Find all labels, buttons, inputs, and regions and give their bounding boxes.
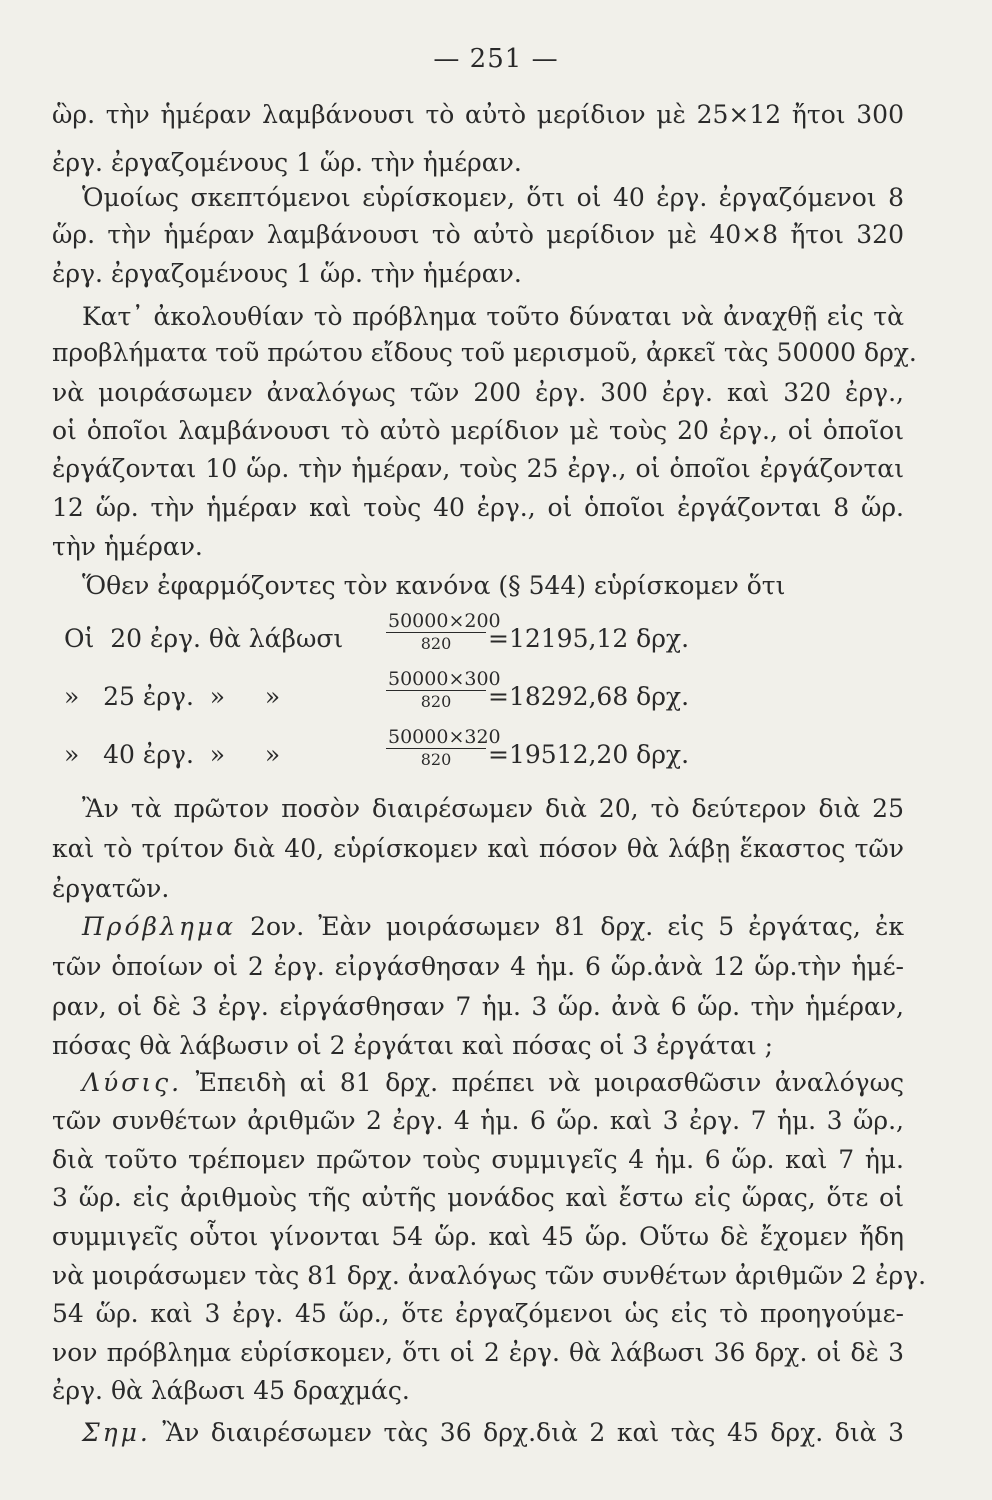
text-line: ραν, οἱ δὲ 3 ἐργ. εἰργάσθησαν 7 ἡμ. 3 ὥρ. ἀνὰ 6 ὥρ. τὴν ἡμέραν, <box>52 992 904 1021</box>
text-line: Ἂν τὰ πρῶτον ποσὸν διαιρέσωμεν διὰ 20, τὸ δεύτερον διὰ 25 <box>82 794 904 823</box>
solution-label: Λύσις. <box>82 1068 183 1097</box>
text-line: οἱ ὁποῖοι λαμβάνουσι τὸ αὐτὸ μερίδιον μὲ τοὺς 20 ἐργ., οἱ ὁποῖοι <box>52 416 904 445</box>
text-line: νον πρόβλημα εὑρίσκομεν, ὅτι οἱ 2 ἐργ. θὰ λάβωσι 36 δρχ. οἱ δὲ 3 <box>52 1338 904 1367</box>
problem-text: 2ον. Ἐὰν μοιράσωμεν 81 δρχ. εἰς 5 ἐργάτας, ἐκ <box>235 912 904 941</box>
text-line: τῶν συνθέτων ἀριθμῶν 2 ἐργ. 4 ἡμ. 6 ὥρ. καὶ 3 ἐργ. 7 ἡμ. 3 ὥρ., <box>52 1106 904 1135</box>
text-line: νὰ μοιράσωμεν ἀναλόγως τῶν 200 ἐργ. 300 ἐργ. καὶ 320 ἐργ., <box>52 378 904 407</box>
text-line: Ὁμοίως σκεπτόμενοι εὑρίσκομεν, ὅτι οἱ 40 ἐργ. ἐργαζόμενοι 8 <box>82 183 904 212</box>
text-line: 54 ὥρ. καὶ 3 ἐργ. 45 ὥρ., ὅτε ἐργαζόμενοι ὡς εἰς τὸ προηγούμε- <box>52 1299 904 1328</box>
equation-row <box>64 610 864 662</box>
page-number: — 251 — <box>433 44 559 74</box>
text-line: Κατ᾽ ἀκολουθίαν τὸ πρόβλημα τοῦτο δύναται νὰ ἀναχθῇ εἰς τὰ <box>82 302 904 331</box>
text-line: 12 ὥρ. τὴν ἡμέραν καὶ τοὺς 40 ἐργ., οἱ ὁποῖοι ἐργάζονται 8 ὥρ. <box>52 493 904 522</box>
fraction-denominator: 820 <box>420 750 452 769</box>
equation-result: =12195,12 δρχ. <box>488 624 690 653</box>
fraction <box>386 668 501 713</box>
text-line: τὴν ἡμέραν. <box>52 532 203 561</box>
note-label: Σημ. <box>82 1418 151 1447</box>
equation-row <box>64 726 864 778</box>
equation-row <box>64 668 864 720</box>
fraction-numerator: 50000×300 <box>388 668 501 690</box>
text-line: ἐργ. ἐργαζομένους 1 ὥρ. τὴν ἡμέραν. <box>52 259 522 288</box>
fraction <box>386 610 501 655</box>
equation-result: =18292,68 δρχ. <box>488 682 690 711</box>
problem-label: Πρόβλημα <box>82 912 236 941</box>
fraction-denominator: 820 <box>420 634 452 653</box>
text-line: ὥρ. τὴν ἡμέραν λαμβάνουσι τὸ αὐτὸ μερίδιον μὲ 40×8 ἤτοι 320 <box>52 220 904 249</box>
text-line: ὣρ. τὴν ἡμέραν λαμβάνουσι τὸ αὐτὸ μερίδιον μὲ 25×12 ἤτοι 300 <box>52 100 904 129</box>
fraction-numerator: 50000×200 <box>388 610 501 632</box>
equation-result: =19512,20 δρχ. <box>488 740 690 769</box>
fraction <box>386 726 501 771</box>
text-line: ἐργάζονται 10 ὥρ. τὴν ἡμέραν, τοὺς 25 ἐργ., οἱ ὁποῖοι ἐργάζονται <box>52 454 904 483</box>
fraction-numerator: 50000×320 <box>388 726 501 748</box>
text-line: ἐργ. ἐργαζομένους 1 ὥρ. τὴν ἡμέραν. <box>52 148 522 177</box>
fraction-denominator: 820 <box>420 692 452 711</box>
note-text: Ἂν διαιρέσωμεν τὰς 36 δρχ.διὰ 2 καὶ τὰς 45 δρχ. διὰ 3 <box>150 1418 904 1447</box>
solution-line <box>82 1066 904 1100</box>
problem-line <box>82 910 904 944</box>
text-line: συμμιγεῖς οὗτοι γίνονται 54 ὥρ. καὶ 45 ὥρ. Οὕτω δὲ ἔχομεν ἤδη <box>52 1222 904 1251</box>
text-line: ἐργατῶν. <box>52 874 170 903</box>
equation-label: » 25 ἐργ. » » <box>64 682 281 711</box>
text-line: νὰ μοιράσωμεν τὰς 81 δρχ. ἀναλόγως τῶν συνθέτων ἀριθμῶν 2 ἐργ. <box>52 1261 927 1290</box>
text-line: καὶ τὸ τρίτον διὰ 40, εὑρίσκομεν καὶ πόσον θὰ λάβῃ ἕκαστος τῶν <box>52 834 904 863</box>
text-line: Ὅθεν ἐφαρμόζοντες τὸν κανόνα (§ 544) εὑρίσκομεν ὅτι <box>82 571 786 600</box>
text-line: τῶν ὁποίων οἱ 2 ἐργ. εἰργάσθησαν 4 ἡμ. 6 ὥρ.ἀνὰ 12 ὥρ.τὴν ἡμέ- <box>52 952 904 981</box>
text-line: πόσας θὰ λάβωσιν οἱ 2 ἐργάται καὶ πόσας οἱ 3 ἐργάται ; <box>52 1031 773 1060</box>
text-line: προβλήματα τοῦ πρώτου εἴδους τοῦ μερισμοῦ, ἀρκεῖ τὰς 50000 δρχ. <box>52 338 917 367</box>
equation-label: Οἱ 20 ἐργ. θὰ λάβωσι <box>64 624 344 653</box>
note-line <box>82 1416 904 1450</box>
equation-label: » 40 ἐργ. » » <box>64 740 281 769</box>
text-line: 3 ὥρ. εἰς ἀριθμοὺς τῆς αὐτῆς μονάδος καὶ ἔστω εἰς ὥρας, ὅτε οἱ <box>52 1183 904 1212</box>
solution-text: Ἐπειδὴ αἱ 81 δρχ. πρέπει νὰ μοιρασθῶσιν ἀναλόγως <box>182 1068 904 1097</box>
text-line: διὰ τοῦτο τρέπομεν πρῶτον τοὺς συμμιγεῖς 4 ἡμ. 6 ὥρ. καὶ 7 ἡμ. <box>52 1145 904 1174</box>
text-line: ἐργ. θὰ λάβωσι 45 δραχμάς. <box>52 1376 410 1405</box>
